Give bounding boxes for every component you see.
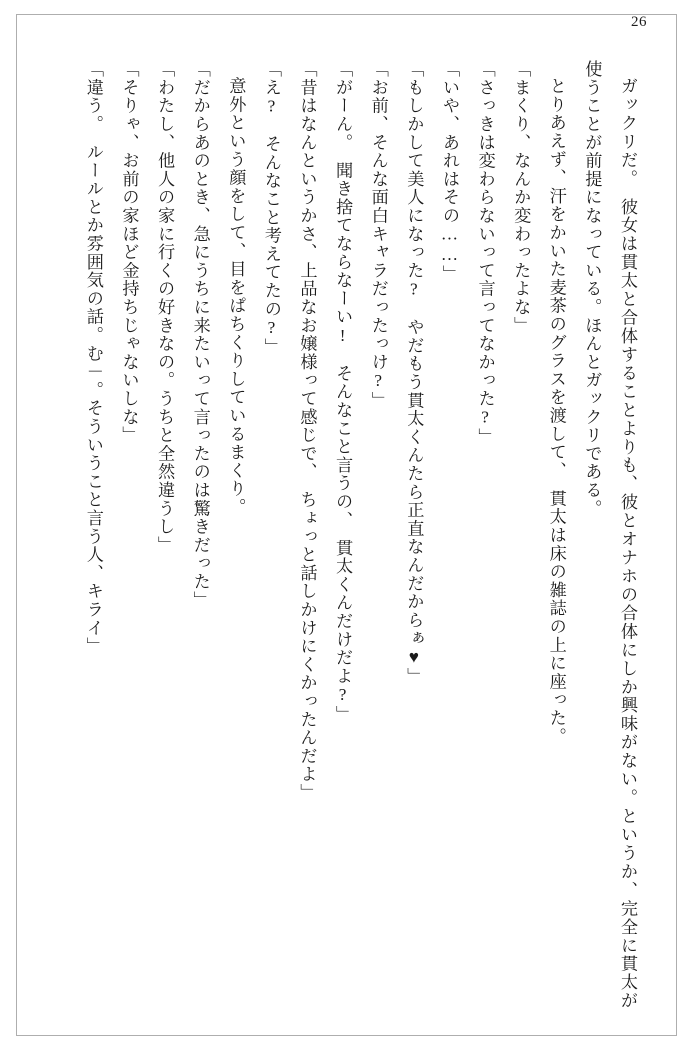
paragraph: 意外という顔をして、目をぱちくりしているまくり。 — [226, 77, 246, 517]
paragraph: 「いや、あれはその……」 — [439, 60, 459, 284]
paragraph: 「もしかして美人になった? やだもう貫太くんたら正直なんだからぁ♥」 — [404, 60, 424, 686]
paragraph: 「さっきは変わらないって言ってなかった?」 — [475, 60, 495, 447]
paragraph: 「だからあのとき、急にうちに来たいって言ったのは驚きだった」 — [190, 60, 210, 609]
page-number: 26 — [631, 14, 647, 30]
novel-text-body — [52, 60, 645, 1010]
paragraph: ガックリだ。 彼女は貫太と合体することよりも、彼とオナホの合体にしか興味がない。というか、完全に貫太が使うことが前提になっている。ほんとガックリである。 — [582, 60, 637, 1010]
paragraph: 「そりゃ、お前の家ほど金持ちじゃないしな」 — [119, 60, 139, 445]
paragraph: 「まくり、なんか変わったよな」 — [511, 60, 531, 335]
paragraph: とりあえず、汗をかいた麦茶のグラスを渡して、 貫太は床の雑誌の上に座った。 — [546, 77, 566, 746]
paragraph: 「昔はなんというかさ、上品なお嬢様って感じで、 ちょっと話しかけにくかったんだよ」 — [297, 60, 317, 802]
paragraph: 「違う。 ルールとか雰囲気の話。む－。そういうこと言う人、キライ」 — [83, 60, 103, 656]
paragraph: 「わたし、他人の家に行くの好きなの。うちと全然違うし」 — [155, 60, 175, 555]
paragraph: 「お前、そんな面白キャラだったっけ?」 — [368, 60, 388, 410]
paragraph: 「がーん。 聞き捨てならなーい! そんなこと言うの、 貫太くんだけだよ?」 — [333, 60, 353, 724]
paragraph: 「え? そんなこと考えてたの?」 — [261, 60, 281, 357]
